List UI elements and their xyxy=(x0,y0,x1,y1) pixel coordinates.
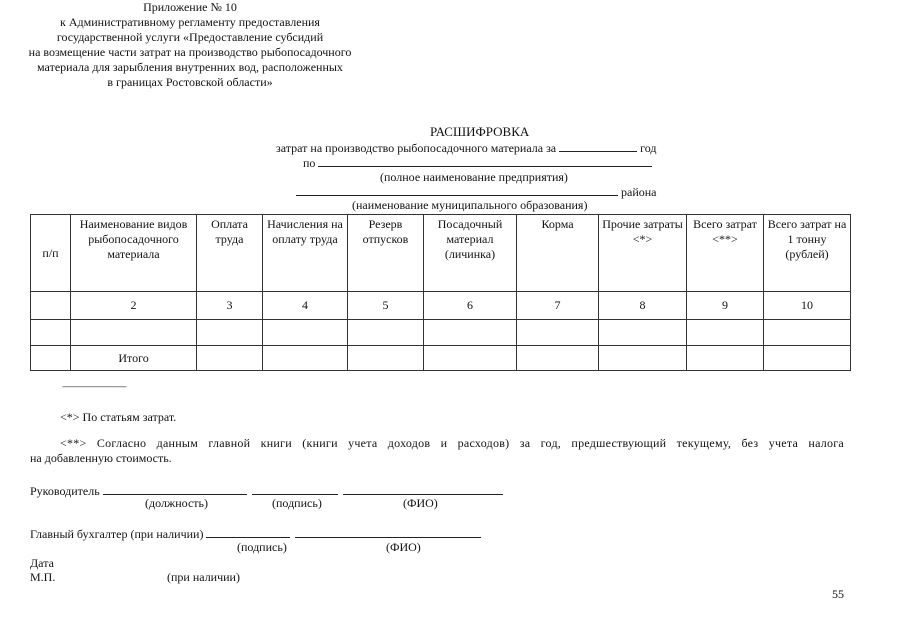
district-blank xyxy=(296,184,618,196)
footnote-2-line-2: на добавленную стоимость. xyxy=(30,451,172,465)
signature-blank xyxy=(252,483,338,495)
appendix-line: на возмещение части затрат на производство рыбопосадочного xyxy=(28,45,352,59)
appendix-line: государственной услуги «Предоставление субсидий xyxy=(56,30,324,44)
number-cell: 6 xyxy=(424,292,517,320)
accountant-fio-caption: (ФИО) xyxy=(386,540,421,554)
header-cell: Корма xyxy=(517,215,599,292)
header-cell: Посадочный материал (личинка) xyxy=(424,215,517,292)
appendix-line: материала для зарыбления внутренних вод, расположенных xyxy=(37,60,343,74)
table-total-row xyxy=(31,346,851,371)
footnote-2-line-1: <**> Согласно данным главной книги (книги учета доходов и расходов) за год, предшествующий текущему, без учета налога xyxy=(60,436,844,450)
enterprise-prefix: по xyxy=(303,156,316,170)
table-cell xyxy=(764,320,851,346)
table-cell xyxy=(687,346,764,371)
table-cell xyxy=(599,320,687,346)
header-cell: Начисления на оплату труда xyxy=(263,215,348,292)
stamp-label: М.П. xyxy=(30,570,56,584)
head-fio-caption: (ФИО) xyxy=(403,496,438,510)
appendix-line: Приложение № 10 xyxy=(143,0,237,14)
table-cell xyxy=(517,346,599,371)
table-cell xyxy=(424,346,517,371)
table-cell xyxy=(599,346,687,371)
table-cell xyxy=(263,320,348,346)
header-cell: Всего затрат <**> xyxy=(687,215,764,292)
enterprise-line xyxy=(303,155,652,171)
number-cell: 4 xyxy=(263,292,348,320)
appendix-block xyxy=(0,0,380,90)
municipality-caption: (наименование муниципального образования) xyxy=(352,198,588,212)
number-cell: 5 xyxy=(348,292,424,320)
total-label: Итого xyxy=(71,346,197,371)
number-cell xyxy=(31,292,71,320)
fio-blank xyxy=(343,483,503,495)
accountant-sign-blank xyxy=(206,526,290,538)
number-cell: 10 xyxy=(764,292,851,320)
table-cell xyxy=(424,320,517,346)
accountant-label: Главный бухгалтер (при наличии) xyxy=(30,527,204,541)
head-position-caption: (должность) xyxy=(145,496,208,510)
number-cell: 2 xyxy=(71,292,197,320)
table-cell xyxy=(31,320,71,346)
district-suffix: района xyxy=(621,185,657,199)
table-cell xyxy=(197,346,263,371)
period-line xyxy=(276,140,657,156)
head-sign-caption: (подпись) xyxy=(272,496,322,510)
expense-table xyxy=(30,214,851,371)
table-number-row xyxy=(31,292,851,320)
table-header-row xyxy=(31,215,851,292)
table-cell xyxy=(348,346,424,371)
appendix-line: в границах Ростовской области» xyxy=(107,75,273,89)
table-cell xyxy=(764,346,851,371)
number-cell: 3 xyxy=(197,292,263,320)
notes-separator: -------------------------------- xyxy=(62,381,126,391)
enterprise-caption: (полное наименование предприятия) xyxy=(380,170,568,184)
header-cell: Прочие затраты <*> xyxy=(599,215,687,292)
table-cell xyxy=(687,320,764,346)
number-cell: 7 xyxy=(517,292,599,320)
table-cell xyxy=(348,320,424,346)
head-label: Руководитель xyxy=(30,484,100,498)
header-cell: Оплата труда xyxy=(197,215,263,292)
year-blank xyxy=(559,140,637,152)
period-suffix: год xyxy=(640,141,657,155)
position-blank xyxy=(103,483,247,495)
table-cell xyxy=(517,320,599,346)
header-cell: п/п xyxy=(31,215,71,292)
header-cell: Наименование видов рыбопосадочного материала xyxy=(71,215,197,292)
page-number: 55 xyxy=(832,587,844,601)
number-cell: 8 xyxy=(599,292,687,320)
period-prefix: затрат на производство рыбопосадочного материала за xyxy=(276,141,557,155)
table-cell xyxy=(197,320,263,346)
enterprise-blank xyxy=(318,155,652,167)
table-cell xyxy=(31,346,71,371)
accountant-fio-blank xyxy=(295,526,481,538)
table-cell xyxy=(263,346,348,371)
date-label: Дата xyxy=(30,556,54,570)
header-cell: Резерв отпусков xyxy=(348,215,424,292)
stamp-note: (при наличии) xyxy=(167,570,240,584)
footnote-1: <*> По статьям затрат. xyxy=(60,410,177,424)
table-cell xyxy=(71,320,197,346)
document-title: РАСШИФРОВКА xyxy=(430,124,530,139)
number-cell: 9 xyxy=(687,292,764,320)
header-cell: Всего затрат на 1 тонну (рублей) xyxy=(764,215,851,292)
appendix-line: к Административному регламенту предоставления xyxy=(60,15,320,29)
table-empty-row xyxy=(31,320,851,346)
accountant-sign-caption: (подпись) xyxy=(237,540,287,554)
